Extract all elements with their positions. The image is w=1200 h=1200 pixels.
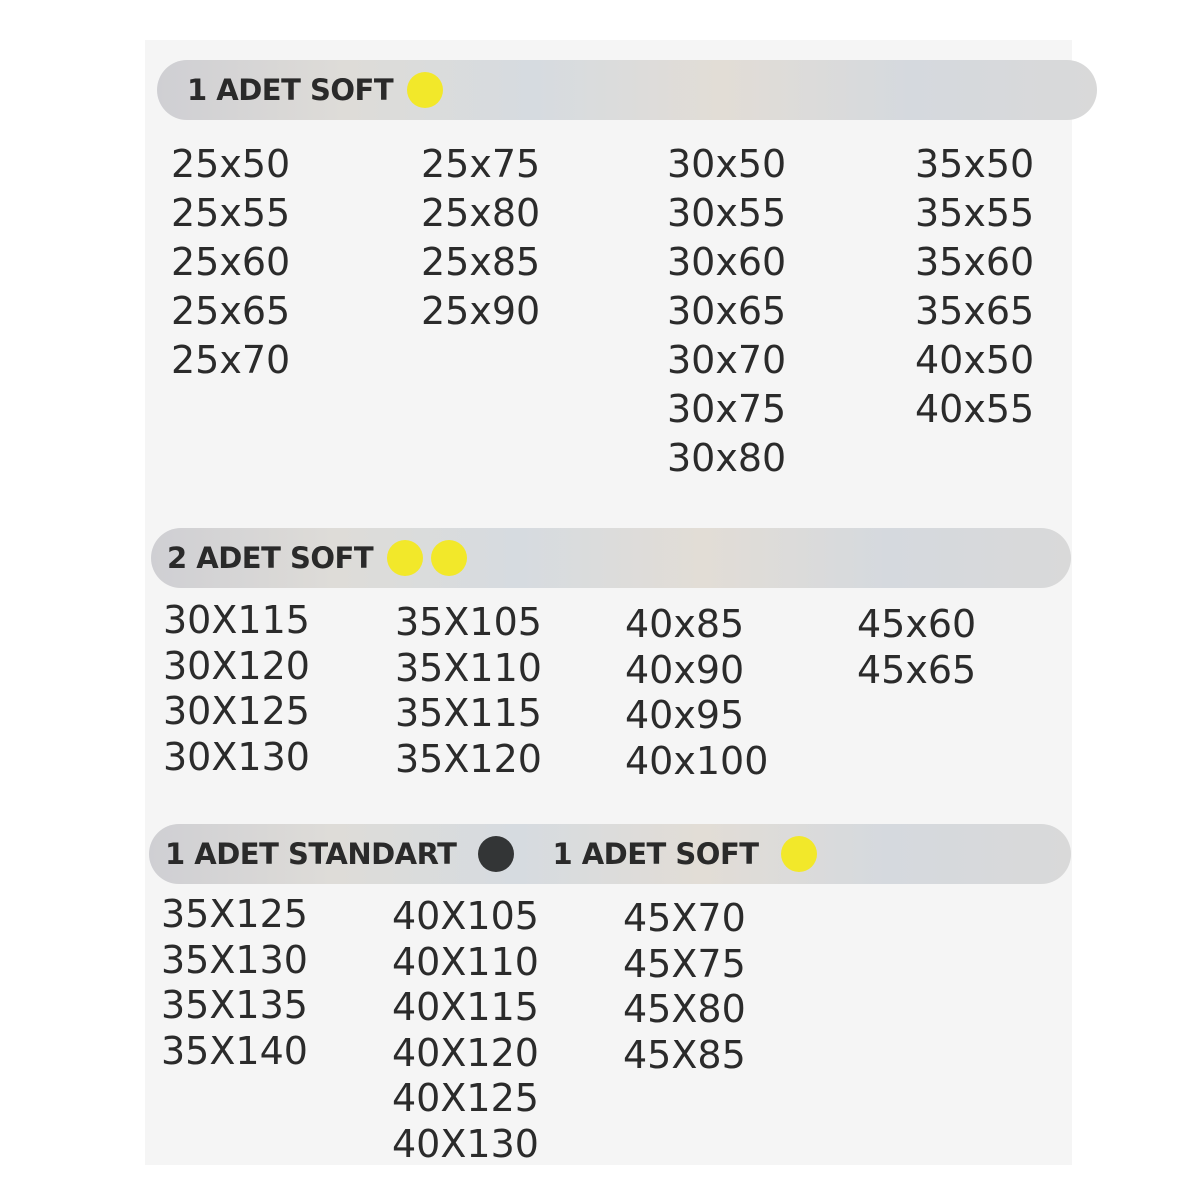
section-3-header <box>149 824 1071 884</box>
size-item: 35X130 <box>161 937 308 982</box>
size-item: 40x85 <box>625 602 745 646</box>
size-item: 30x70 <box>667 338 787 382</box>
section-1-header <box>157 60 1097 120</box>
size-item: 35x50 <box>915 142 1035 186</box>
section-2-header <box>151 528 1071 588</box>
size-item: 35X115 <box>395 691 542 735</box>
size-item: 25x85 <box>421 240 541 284</box>
size-item: 35X110 <box>395 645 542 690</box>
size-item: 30x60 <box>667 240 787 284</box>
size-item: 45X75 <box>623 941 746 986</box>
size-item: 40X130 <box>392 1121 539 1166</box>
size-item: 30X115 <box>163 598 310 642</box>
yellow-dot-icon <box>407 72 443 108</box>
yellow-dot-icon <box>781 836 817 872</box>
size-item: 45X80 <box>623 987 746 1031</box>
size-item: 45X85 <box>623 1032 746 1077</box>
section-1-column-2 <box>421 140 540 336</box>
size-item: 40X125 <box>392 1076 539 1120</box>
section-3-column-3 <box>623 896 746 1078</box>
size-item: 30X120 <box>163 643 310 688</box>
size-item: 35x60 <box>915 240 1035 284</box>
size-item: 40x55 <box>915 387 1035 431</box>
size-item: 40X120 <box>392 1030 539 1075</box>
yellow-dot-icon <box>431 540 467 576</box>
section-2-title: 2 ADET SOFT <box>167 541 374 575</box>
size-item: 25x90 <box>421 289 541 333</box>
size-item: 25x70 <box>171 338 291 382</box>
size-item: 35X105 <box>395 600 542 644</box>
size-item: 45x65 <box>857 647 977 692</box>
size-item: 35x65 <box>915 289 1035 333</box>
section-1-column-4 <box>915 140 1034 434</box>
size-item: 30x65 <box>667 289 787 333</box>
size-item: 45x60 <box>857 602 977 646</box>
size-item: 30x80 <box>667 436 787 480</box>
size-item: 30x55 <box>667 191 787 235</box>
size-item: 25x65 <box>171 289 291 333</box>
size-item: 40X110 <box>392 939 539 984</box>
size-item: 25x55 <box>171 191 291 235</box>
size-item: 30x75 <box>667 387 787 431</box>
section-2-column-3 <box>625 602 768 784</box>
size-item: 35X140 <box>161 1028 308 1073</box>
size-item: 35X125 <box>161 892 308 936</box>
size-item: 40x50 <box>915 338 1035 382</box>
size-item: 30X125 <box>163 689 310 733</box>
size-item: 25x80 <box>421 191 541 235</box>
section-2-column-2 <box>395 600 542 782</box>
section-1-column-3 <box>667 140 786 483</box>
size-item: 40X105 <box>392 894 539 938</box>
size-item: 25x50 <box>171 142 291 186</box>
dark-dot-icon <box>478 836 514 872</box>
size-item: 40x95 <box>625 693 745 737</box>
section-3-column-2 <box>392 894 539 1167</box>
size-chart-page <box>145 40 1072 1165</box>
section-1-column-1 <box>171 140 290 385</box>
section-3-title-soft: 1 ADET SOFT <box>552 837 759 871</box>
size-item: 25x60 <box>171 240 291 284</box>
size-item: 40X115 <box>392 985 539 1029</box>
size-item: 30x50 <box>667 142 787 186</box>
section-2-column-1 <box>163 598 310 780</box>
size-item: 25x75 <box>421 142 541 186</box>
section-2-column-4 <box>857 602 976 693</box>
size-item: 45X70 <box>623 896 746 940</box>
size-item: 35X120 <box>395 736 542 781</box>
section-3-column-1 <box>161 892 308 1074</box>
size-item: 40x100 <box>625 738 769 783</box>
yellow-dot-icon <box>387 540 423 576</box>
size-item: 40x90 <box>625 647 745 692</box>
section-1-title: 1 ADET SOFT <box>187 73 394 107</box>
size-item: 30X130 <box>163 734 310 779</box>
size-item: 35X135 <box>161 983 308 1027</box>
size-item: 35x55 <box>915 191 1035 235</box>
section-3-title-standart: 1 ADET STANDART <box>165 837 457 871</box>
